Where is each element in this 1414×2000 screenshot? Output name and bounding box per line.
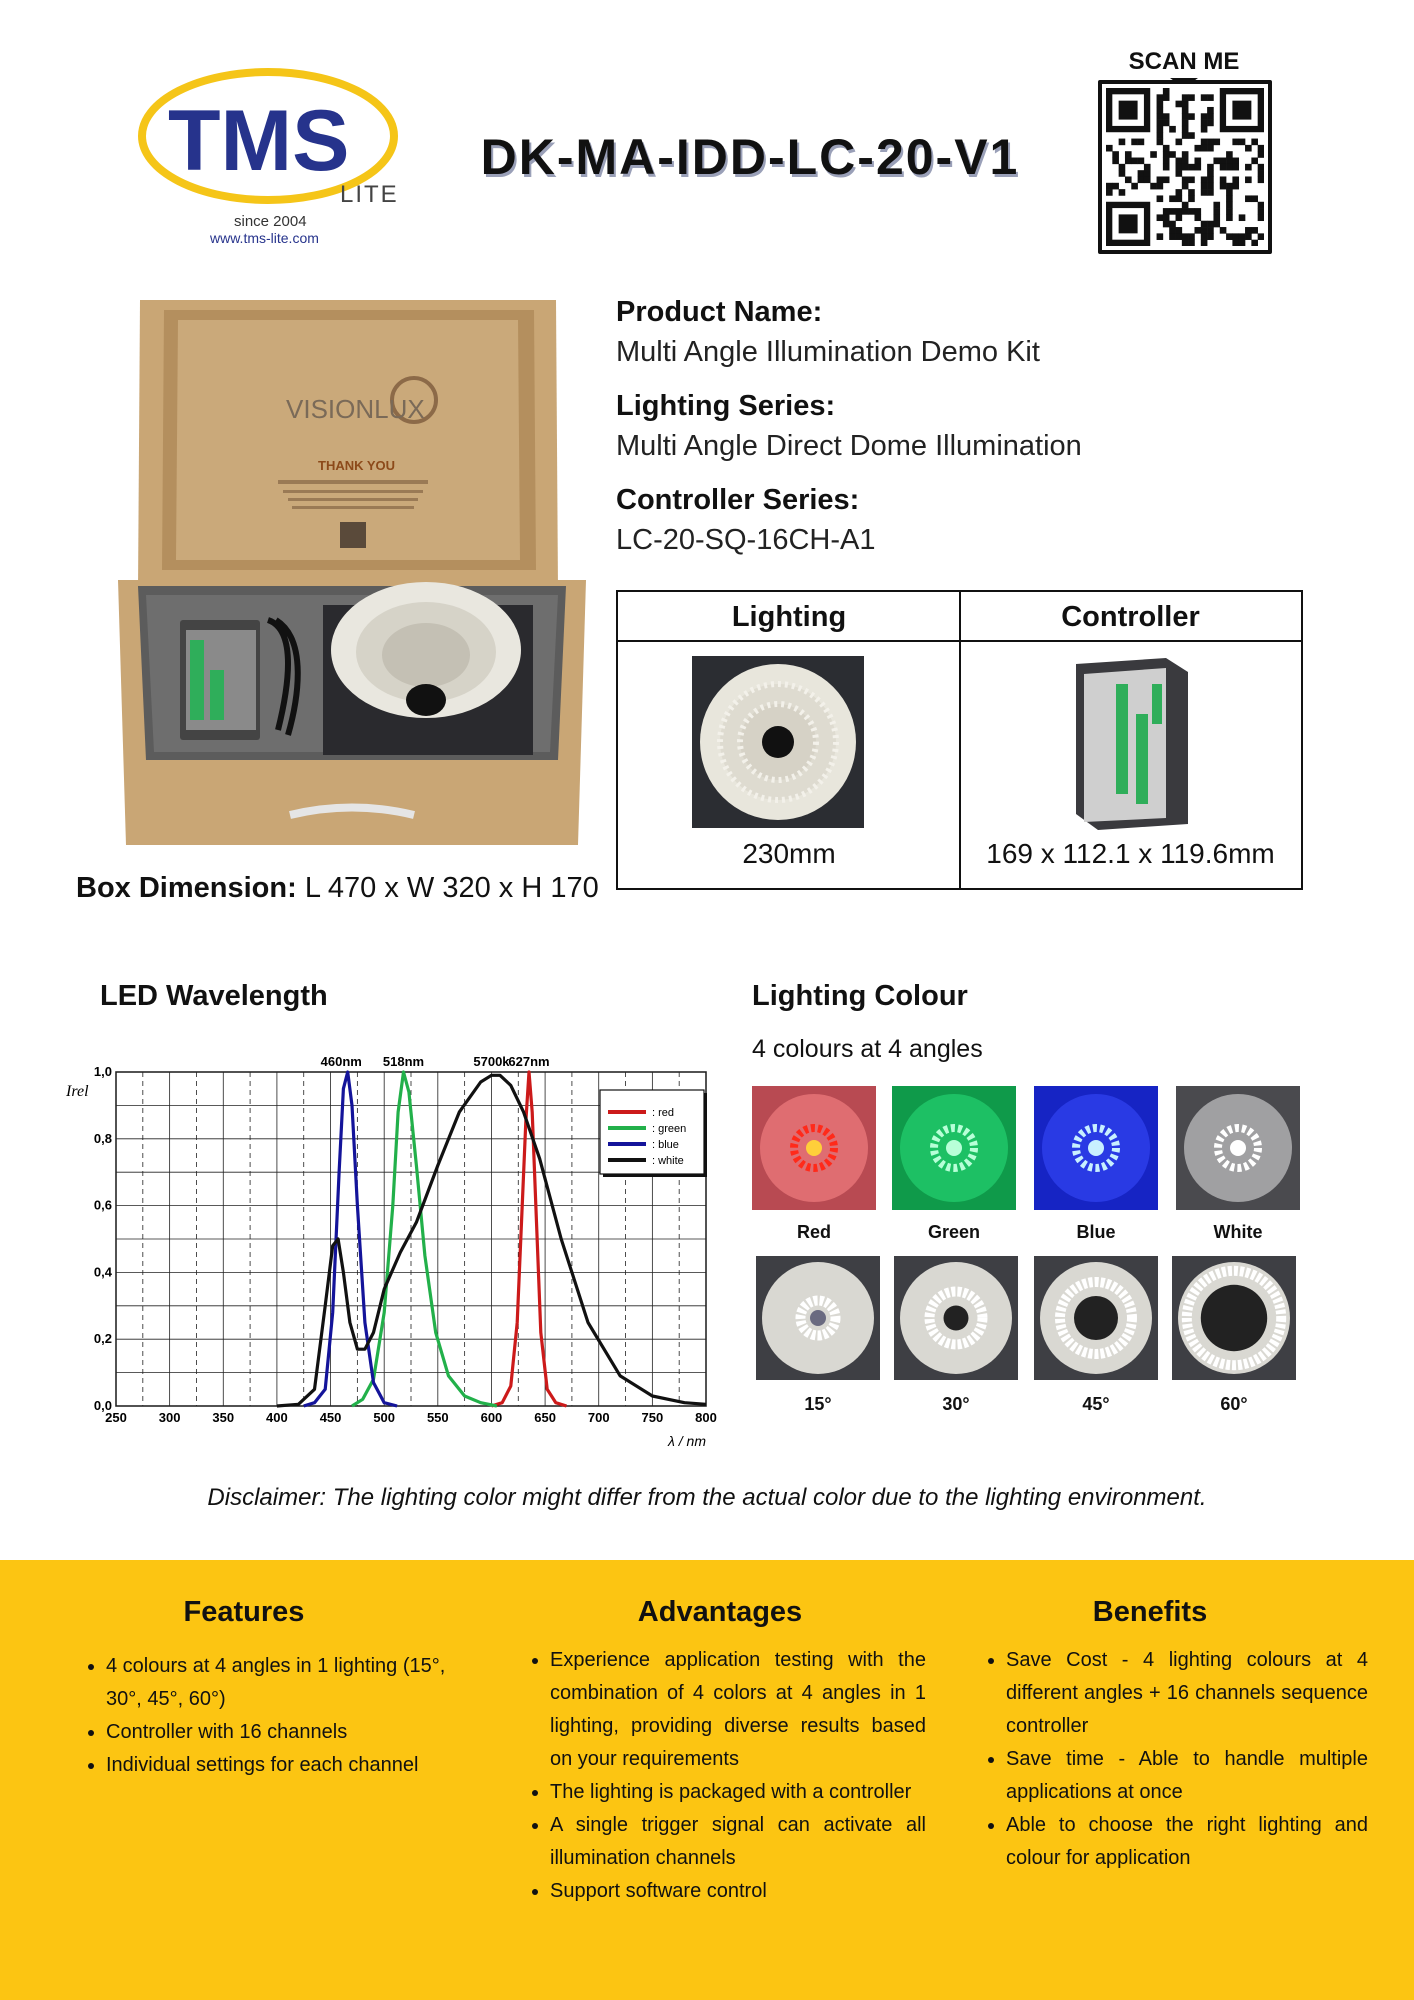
- company-logo: [138, 66, 418, 246]
- product-code-title: DK-MA-IDD-LC-20-V1: [480, 129, 1020, 185]
- colour-tile-green: [892, 1086, 1016, 1210]
- qr-code-frame: [1098, 80, 1272, 254]
- controller-series-value: LC-20-SQ-16CH-A1: [616, 524, 876, 556]
- logo-since-text: since 2004: [234, 213, 307, 230]
- advantages-item: • Support software control: [550, 1875, 926, 1908]
- peak-label: 627nm: [508, 1054, 550, 1069]
- y-tick-label: 0,6: [93, 1197, 112, 1213]
- x-tick-label: 700: [587, 1410, 610, 1425]
- colour-tile-label: Red: [796, 1222, 831, 1242]
- x-tick-label: 350: [212, 1410, 235, 1425]
- qr-scan-label: SCAN ME: [1128, 48, 1240, 75]
- legend-entry: : red: [652, 1107, 675, 1119]
- x-tick-label: 500: [373, 1410, 396, 1425]
- logo-website-text: www.tms-lite.com: [210, 230, 319, 246]
- angle-tile-0: [756, 1256, 880, 1380]
- peak-label: 5700k: [473, 1054, 510, 1069]
- features-item: • Controller with 16 channels: [106, 1716, 486, 1749]
- advantages-list: [522, 1644, 926, 1908]
- x-tick-label: 400: [266, 1410, 288, 1425]
- colour-tile-label: Blue: [1076, 1222, 1116, 1242]
- x-tick-label: 650: [534, 1410, 556, 1425]
- legend-entry: : blue: [652, 1139, 679, 1151]
- colour-tile-white: [1176, 1086, 1300, 1210]
- advantages-item: • A single trigger signal can activate all illumination channels: [550, 1809, 926, 1875]
- legend-entry: : white: [652, 1155, 684, 1167]
- controller-size: 169 x 112.1 x 119.6mm: [986, 838, 1275, 869]
- lighting-series-row: [616, 386, 1316, 466]
- box-brand-text: VISIONLUX: [286, 394, 425, 424]
- y-axis-label: Irel: [66, 1083, 89, 1100]
- y-tick-label: 0,0: [93, 1398, 112, 1413]
- box-dimension-value: L 470 x W 320 x H 170: [304, 872, 599, 904]
- angle-tile-label: 45°: [1082, 1394, 1110, 1414]
- colour-tile-label: White: [1213, 1222, 1263, 1242]
- y-tick-label: 1,0: [93, 1064, 112, 1079]
- peak-label: 460nm: [320, 1054, 362, 1069]
- angle-tile-label: 60°: [1220, 1394, 1248, 1414]
- lighting-series-label: Lighting Series:: [616, 390, 836, 422]
- angle-tile-1: [894, 1256, 1018, 1380]
- box-dimension-label: Box Dimension:: [76, 872, 297, 904]
- controller-series-label: Controller Series:: [616, 484, 860, 516]
- lighting-photo: [690, 654, 870, 834]
- y-tick-label: 0,2: [93, 1331, 112, 1347]
- angle-tile-label: 30°: [942, 1394, 970, 1414]
- benefits-list: [978, 1644, 1368, 1875]
- spec-table: [616, 590, 1303, 890]
- advantages-item: • The lighting is packaged with a controller: [550, 1776, 926, 1809]
- benefits-item: • Able to choose the right lighting and colour for application: [1006, 1809, 1368, 1875]
- qr-code-block[interactable]: [1094, 48, 1274, 260]
- x-tick-label: 750: [641, 1410, 664, 1425]
- angle-tile-2: [1034, 1256, 1158, 1380]
- y-tick-label: 0,8: [93, 1130, 112, 1146]
- box-dimension: [76, 872, 616, 905]
- advantages-heading: Advantages: [637, 1596, 803, 1628]
- features-heading: Features: [183, 1596, 305, 1628]
- y-tick-label: 0,4: [93, 1264, 112, 1280]
- demo-kit-box-photo: [118, 290, 586, 850]
- features-item: • Individual settings for each channel: [106, 1749, 486, 1782]
- colour-tile-label: Green: [927, 1222, 981, 1242]
- colour-tile-blue: [1034, 1086, 1158, 1210]
- advantages-item: • Experience application testing with the combination of 4 colors at 4 angles in 1 lighting, providing diverse results based on your requirements: [550, 1644, 926, 1776]
- x-tick-label: 550: [426, 1410, 449, 1425]
- colour-tile-red: [752, 1086, 876, 1210]
- x-tick-label: 450: [319, 1410, 342, 1425]
- lighting-series-value: Multi Angle Direct Dome Illumination: [616, 430, 1082, 462]
- x-axis-label: λ / nm: [667, 1433, 706, 1449]
- features-item: • 4 colours at 4 angles in 1 lighting (15°, 30°, 45°, 60°): [106, 1650, 486, 1716]
- lighting-header: Lighting: [618, 592, 960, 642]
- x-tick-label: 600: [480, 1410, 503, 1425]
- lighting-size: 230mm: [742, 838, 836, 869]
- benefits-heading: Benefits: [1092, 1596, 1208, 1628]
- lighting-colour-heading: Lighting Colour: [752, 980, 968, 1012]
- led-wavelength-chart: [60, 1050, 720, 1460]
- benefits-item: • Save time - Able to handle multiple applications at once: [1006, 1743, 1368, 1809]
- logo-suffix-text: LITE: [340, 181, 399, 208]
- logo-brand-text: TMS: [168, 93, 350, 189]
- x-tick-label: 800: [695, 1410, 717, 1425]
- product-name-value: Multi Angle Illumination Demo Kit: [616, 336, 1040, 368]
- qr-code-icon: [1106, 88, 1264, 246]
- peak-label: 518nm: [382, 1054, 425, 1069]
- product-name-label: Product Name:: [616, 296, 823, 328]
- angle-tile-label: 15°: [804, 1394, 832, 1414]
- angle-tile-3: [1172, 1256, 1296, 1380]
- controller-header: Controller: [960, 592, 1301, 642]
- product-name-row: [616, 292, 1316, 372]
- lighting-colour-subheading: 4 colours at 4 angles: [752, 1035, 983, 1063]
- controller-series-row: [616, 480, 1316, 560]
- led-wavelength-heading: LED Wavelength: [100, 980, 328, 1012]
- controller-photo: [1066, 654, 1196, 834]
- product-info: [616, 292, 1316, 574]
- x-tick-label: 250: [105, 1410, 127, 1425]
- features-list: [78, 1650, 486, 1782]
- disclaimer-text: Disclaimer: The lighting color might differ from the actual color due to the lighting environment.: [207, 1484, 1207, 1511]
- benefits-item: • Save Cost - 4 lighting colours at 4 different angles + 16 channels sequence controller: [1006, 1644, 1368, 1743]
- legend-entry: : green: [652, 1123, 687, 1135]
- x-tick-label: 300: [158, 1410, 181, 1425]
- box-thank-you-text: THANK YOU: [318, 458, 396, 473]
